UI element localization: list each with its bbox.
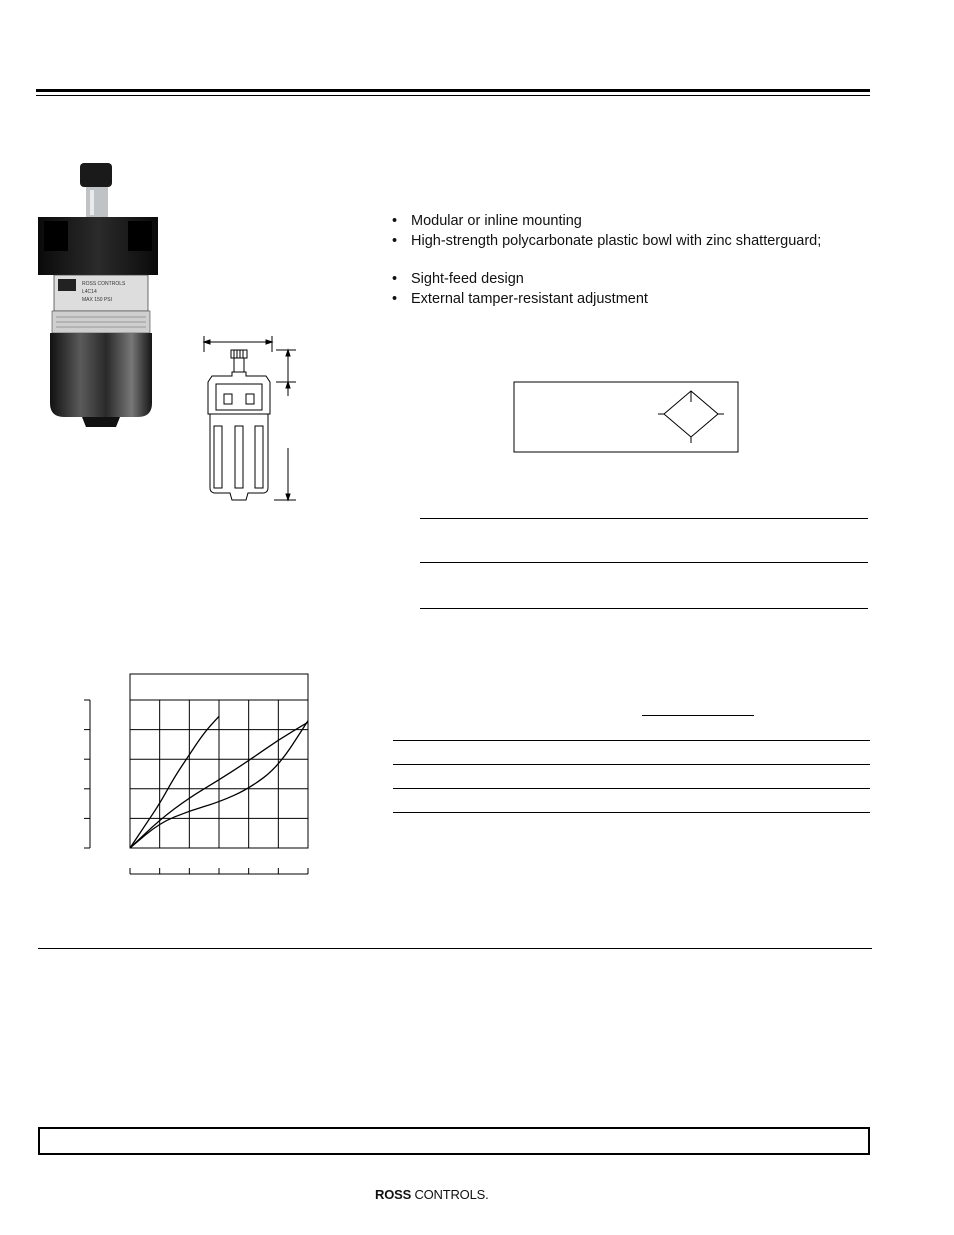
product-photo (30, 155, 170, 430)
table-rule (393, 740, 870, 741)
feature-list (392, 211, 821, 309)
lubricator-symbol (513, 381, 741, 455)
flow-chart (78, 670, 318, 885)
table-header-rule (642, 715, 754, 716)
section-divider (38, 948, 872, 949)
feature-item: • High-strength polycarbonate plastic bowl with zinc shatterguard; (392, 231, 821, 251)
svg-text:MAX 150 PSI: MAX 150 PSI (82, 297, 113, 303)
spec-rule (420, 518, 868, 519)
feature-item: • Sight-feed design (392, 269, 821, 289)
svg-text:ROSS CONTROLS: ROSS CONTROLS (82, 281, 126, 287)
feature-item: • External tamper-resistant adjustment (392, 289, 821, 309)
chart-series-line-1 (130, 716, 219, 848)
header-rule-thin (36, 95, 870, 96)
footer-box (38, 1127, 870, 1155)
table-rule (393, 812, 870, 813)
header-rule-thick (36, 89, 870, 92)
feature-item: • Modular or inline mounting (392, 211, 821, 231)
spec-rule (420, 608, 868, 609)
dimension-drawing (196, 330, 306, 510)
table-rule (393, 764, 870, 765)
svg-text:L4C14: L4C14 (82, 289, 97, 295)
brand-logo: ROSS CONTROLS. (375, 1187, 489, 1202)
spec-rule (420, 562, 868, 563)
table-rule (393, 788, 870, 789)
